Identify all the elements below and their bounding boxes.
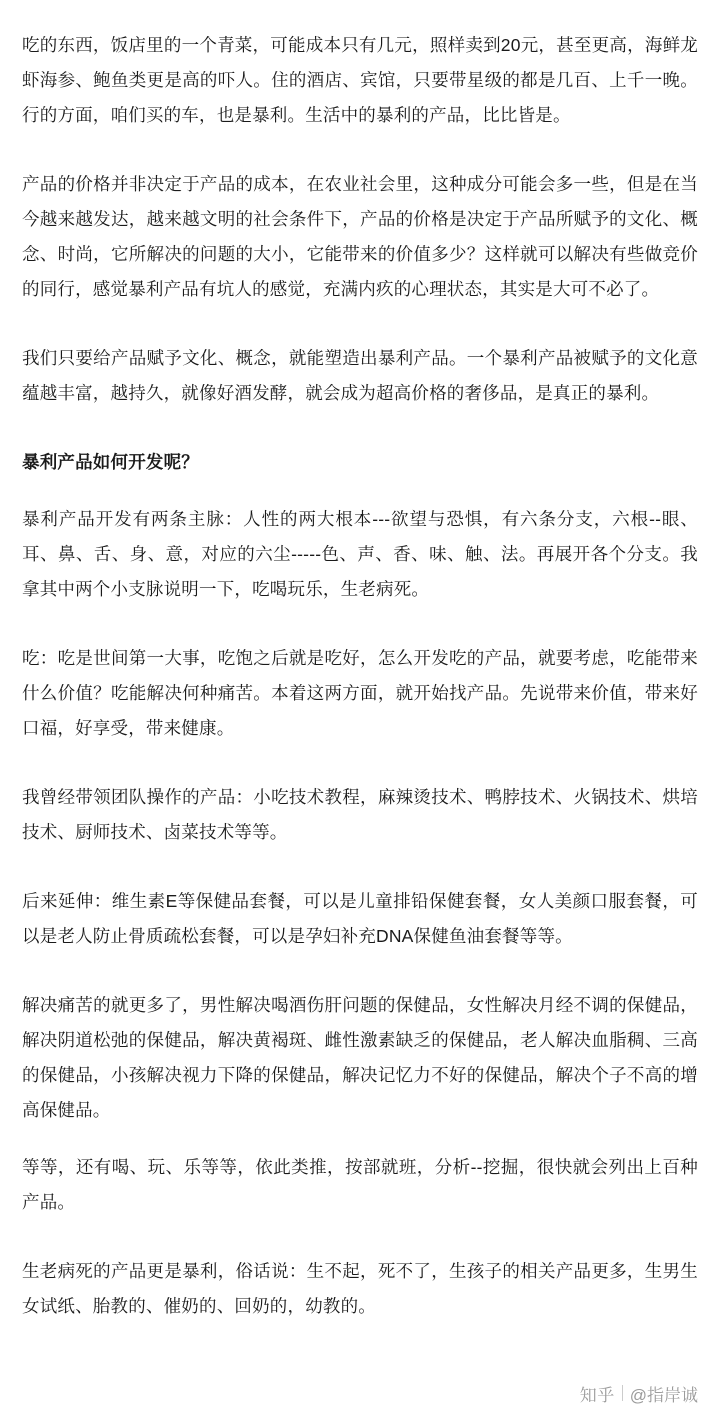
paragraph: 后来延伸：维生素E等保健品套餐，可以是儿童排铅保健套餐，女人美颜口服套餐，可以是老人防止骨质疏松套餐，可以是孕妇补充DNA保健鱼油套餐等等。 <box>22 891 698 946</box>
paragraph: 暴利产品如何开发呢？ <box>22 452 199 472</box>
watermark <box>580 1381 698 1406</box>
paragraph: 解决痛苦的就更多了，男性解决喝酒伤肝问题的保健品，女性解决月经不调的保健品，解决阴道松弛的保健品，解决黄褐斑、雌性激素缺乏的保健品，老人解决血脂稠、三高的保健品，小孩解决视力下降的保健品，解决记忆力不好的保健品，解决个子不高的增高保健品。 <box>22 995 698 1120</box>
watermark-username: @指岸诚 <box>629 1385 698 1405</box>
watermark-footer <box>0 1365 720 1421</box>
paragraph: 我曾经带领团队操作的产品：小吃技术教程，麻辣烫技术、鸭脖技术、火锅技术、烘培技术、厨师技术、卤菜技术等等。 <box>22 787 698 842</box>
paragraph: 生老病死的产品更是暴利，俗话说：生不起，死不了，生孩子的相关产品更多，生男生女试纸、胎教的、催奶的、回奶的，幼教的。 <box>22 1261 698 1316</box>
paragraph: 暴利产品开发有两条主脉：人性的两大根本---欲望与恐惧，有六条分支，六根--眼、耳、鼻、舌、身、意，对应的六尘-----色、声、香、味、触、法。再展开各个分支。我拿其中两个小支脉说明一下，吃喝玩乐，生老病死。 <box>22 509 698 599</box>
paragraph: 等等，还有喝、玩、乐等等，依此类推，按部就班，分析--挖掘，很快就会列出上百种产品。 <box>22 1157 698 1212</box>
paragraph: 吃的东西，饭店里的一个青菜，可能成本只有几元，照样卖到20元，甚至更高，海鲜龙虾海参、鲍鱼类更是高的吓人。住的酒店、宾馆，只要带星级的都是几百、上千一晚。行的方面，咱们买的车，也是暴利。生活中的暴利的产品，比比皆是。 <box>22 35 698 125</box>
zhihu-logo-icon: 知乎 <box>579 1385 615 1405</box>
paragraph: 我们只要给产品赋予文化、概念，就能塑造出暴利产品。一个暴利产品被赋予的文化意蕴越丰富，越持久，就像好酒发酵，就会成为超高价格的奢侈品，是真正的暴利。 <box>22 348 698 403</box>
watermark-divider <box>622 1385 623 1401</box>
article-body <box>22 28 698 1324</box>
paragraph: 吃：吃是世间第一大事，吃饱之后就是吃好，怎么开发吃的产品，就要考虑，吃能带来什么价值？吃能解决何种痛苦。本着这两方面，就开始找产品。先说带来价值，带来好口福，好享受，带来健康。 <box>22 648 698 738</box>
paragraph: 产品的价格并非决定于产品的成本，在农业社会里，这种成分可能会多一些，但是在当今越来越发达，越来越文明的社会条件下，产品的价格是决定于产品所赋予的文化、概念、时尚，它所解决的问题的大小，它能带来的价值多少？这样就可以解决有些做竞价的同行，感觉暴利产品有坑人的感觉，充满内疚的心理状态，其实是大可不必了。 <box>22 174 698 299</box>
